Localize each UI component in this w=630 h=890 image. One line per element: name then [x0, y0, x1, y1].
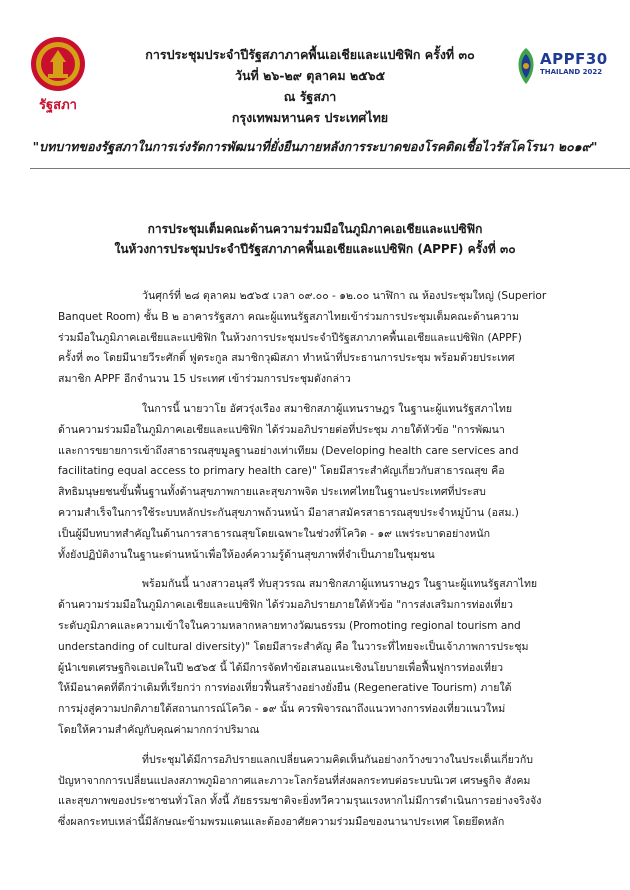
paragraph-line: ให้มีอนาคตที่ดีกว่าเดิมที่เรียกว่า การท่องเที่ยวฟื้นสร้างอย่างยั่งยืน (Regenerative Tourism) ภายใต้ [58, 682, 512, 695]
body-paragraph [58, 399, 578, 565]
document-title [0, 219, 630, 259]
theme-tagline: "บทบาทของรัฐสภาในการเร่งรัดการพัฒนาที่ยั่งยืนภายหลังการระบาดของโรคติดเชื้อไวรัสโคโรนา ๒๐๑๙" [32, 139, 598, 154]
paragraph-line: ซึ่งผลกระทบเหล่านี้มีลักษณะข้ามพรมแดนและต้องอาศัยความร่วมมือของนานาประเทศ โดยยึดหลัก [58, 816, 505, 829]
document-header [100, 44, 520, 128]
paragraph-line: และการขยายการเข้าถึงสาธารณสุขมูลฐานอย่างเท่าเทียม (Developing health care services and [58, 444, 519, 457]
body-paragraph [58, 750, 578, 833]
header-line-3: ณ รัฐสภา [283, 89, 337, 104]
title-line-2: ในห้วงการประชุมประจำปีรัฐสภาภาคพื้นเอเชียและแปซิฟิก (APPF) ครั้งที่ ๓๐ [114, 242, 516, 256]
paragraph-line: ทั้งยังปฏิบัติงานในฐานะด่านหน้าเพื่อให้องค์ความรู้ด้านสุขภาพที่จำเป็นภายในชุมชน [58, 548, 435, 561]
header-line-2: วันที่ ๒๖-๒๙ ตุลาคม ๒๕๖๕ [234, 68, 386, 83]
paragraph-line: Banquet Room) ชั้น B ๒ อาคารรัฐสภา คณะผู้แทนรัฐสภาไทยเข้าร่วมการประชุมเต็มคณะด้านความ [58, 310, 519, 323]
document-body [58, 286, 578, 842]
paragraph-line: ด้านความร่วมมือในภูมิภาคเอเชียและแปซิฟิก ได้ร่วมอภิปรายต่อที่ประชุม ภายใต้หัวข้อ "การพัฒนา [58, 423, 505, 436]
appf-logo-subtitle: THAILAND 2022 [540, 68, 603, 76]
paragraph-line: ในการนี้ นายวาโย อัศวรุ่งเรือง สมาชิกสภาผู้แทนราษฎร ในฐานะผู้แทนรัฐสภาไทย [142, 402, 513, 415]
paragraph-line: ระดับภูมิภาคและความเข้าใจในความหลากหลายทางวัฒนธรรม (Promoting regional tourism and [58, 619, 521, 632]
paragraph-line: ปัญหาจากการเปลี่ยนแปลงสภาพภูมิอากาศและภาวะโลกร้อนที่ส่งผลกระทบต่อระบบนิเวศ เศรษฐกิจ สังคม [58, 774, 531, 787]
paragraph-line: พร้อมกันนี้ นางสาวอนุสรี ทับสุวรรณ สมาชิกสภาผู้แทนราษฎร ในฐานะผู้แทนรัฐสภาไทย [142, 578, 538, 591]
paragraph-line: ที่ประชุมได้มีการอภิปรายแลกเปลี่ยนความคิดเห็นกันอย่างกว้างขวางในประเด็นเกี่ยวกับ [142, 753, 533, 766]
appf-logo [512, 40, 612, 100]
paragraph-line: สมาชิก APPF อีกจำนวน 15 ประเทศ เข้าร่วมการประชุมดังกล่าว [58, 373, 351, 386]
paragraph-line: การมุ่งสู่ความปกติภายใต้สถานการณ์โควิด - ๑๙ นั้น ควรพิจารณาถึงแนวทางการท่องเที่ยวแนวใหม่ [58, 703, 506, 716]
paragraph-line: ร่วมมือในภูมิภาคเอเชียและแปซิฟิก ในห้วงการประชุมประจำปีรัฐสภาภาคพื้นเอเชียและแปซิฟิก (APPF) [58, 331, 522, 344]
header-line-1: การประชุมประจำปีรัฐสภาภาคพื้นเอเชียและแปซิฟิก ครั้งที่ ๓๐ [145, 47, 475, 62]
header-divider [30, 168, 630, 169]
title-line-1: การประชุมเต็มคณะด้านความร่วมมือในภูมิภาคเอเชียและแปซิฟิก [147, 222, 483, 236]
appf-logo-title: APPF30 [540, 50, 608, 68]
paragraph-line: facilitating equal access to primary health care)" โดยมีสาระสำคัญเกี่ยวกับสาธารณสุข คือ [58, 465, 505, 478]
paragraph-line: ด้านความร่วมมือในภูมิภาคเอเชียและแปซิฟิก ได้ร่วมอภิปรายภายใต้หัวข้อ "การส่งเสริมการท่องเที่ยว [58, 599, 513, 612]
paragraph-line: วันศุกร์ที่ ๒๘ ตุลาคม ๒๕๖๕ เวลา ๐๙.๐๐ - ๑๒.๐๐ นาฬิกา ณ ห้องประชุมใหญ่ (Superior [142, 290, 547, 302]
body-paragraph [58, 286, 578, 390]
paragraph-line: สิทธิมนุษยชนขั้นพื้นฐานทั้งด้านสุขภาพกายและสุขภาพจิต ประเทศไทยในฐานะประเทศที่ประสบ [58, 486, 486, 499]
paragraph-line: ความสำเร็จในการใช้ระบบหลักประกันสุขภาพถ้วนหน้า มีอาสาสมัครสาธารณสุขประจำหมู่บ้าน (อสม.) [58, 506, 519, 519]
body-paragraph [58, 574, 578, 740]
paragraph-line: และสุขภาพของประชาชนทั่วโลก ทั้งนี้ ภัยธรรมชาติจะยิ่งทวีความรุนแรงหากไม่มีการดำเนินการอย่างจริงจัง [58, 795, 542, 808]
parliament-seal-icon [30, 36, 86, 92]
paragraph-line: โดยให้ความสำคัญกับคุณค่ามากกว่าปริมาณ [58, 723, 260, 736]
logo-caption: รัฐสภา [39, 98, 77, 113]
paragraph-line: ครั้งที่ ๓๐ โดยมีนายวีระศักดิ์ ฟูตระกูล สมาชิกวุฒิสภา ทำหน้าที่ประธานการประชุม พร้อมด้วยประเทศ [58, 352, 515, 365]
header-line-4: กรุงเทพมหานคร ประเทศไทย [231, 110, 389, 125]
paragraph-line: ผู้นำเขตเศรษฐกิจเอเปคในปี ๒๕๖๕ นี้ ได้มีการจัดทำข้อเสนอแนะเชิงนโยบายเพื่อฟื้นฟูการท่องเที่ยว [58, 661, 504, 674]
paragraph-line: เป็นผู้มีบทบาทสำคัญในด้านการสาธารณสุขโดยเฉพาะในช่วงที่โควิด - ๑๙ แพร่ระบาดอย่างหนัก [58, 527, 490, 540]
parliament-logo [22, 36, 94, 122]
paragraph-line: understanding of cultural diversity)" โดยมีสาระสำคัญ คือ ในวาระที่ไทยจะเป็นเจ้าภาพการประชุม [58, 640, 529, 653]
